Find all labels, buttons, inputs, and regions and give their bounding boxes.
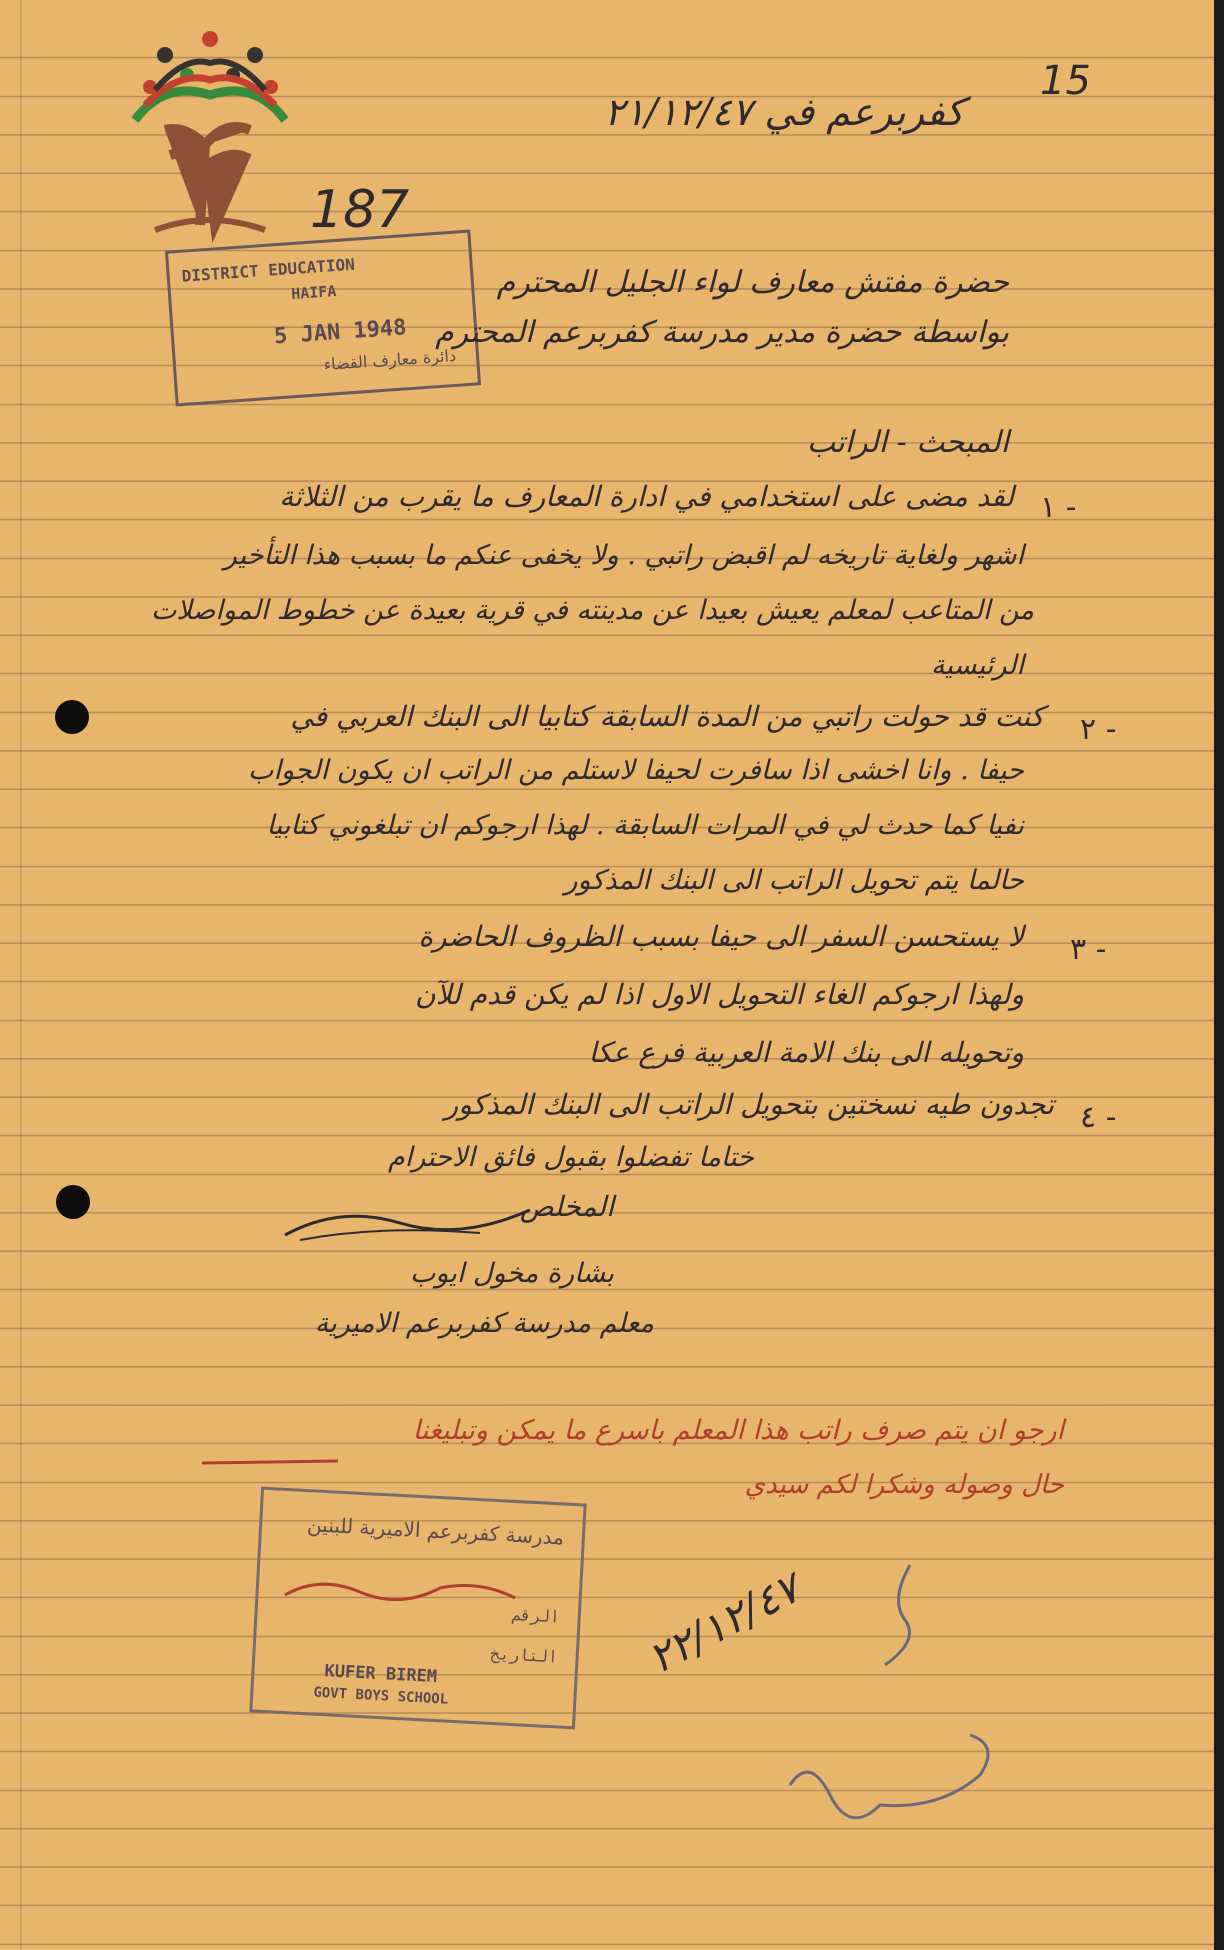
paragraph-3-line-3: وتحويله الى بنك الامة العربية فرع عكا (588, 1036, 1024, 1069)
paragraph-3-marker: ٣ - (1070, 932, 1107, 967)
paragraph-1-line-2: اشهر ولغاية تاريخه لم اقبض راتبي . ولا يخفى عنكم ما بسبب هذا التأخير (223, 540, 1024, 571)
signature-scribble (280, 1195, 540, 1245)
stamp-date: 5 JAN 1948 (273, 315, 408, 350)
paragraph-2-marker: ٢ - (1080, 712, 1117, 747)
subject-line: المبحث - الراتب (806, 425, 1009, 460)
paragraph-3-line-2: ولهذا ارجوكم الغاء التحويل الاول اذا لم يكن قدم للآن (415, 978, 1024, 1011)
paragraph-2-line-1: كنت قد حولت راتبي من المدة السابقة كتابيا الى البنك العربي في (290, 700, 1044, 733)
signature-title: معلم مدرسة كفربرعم الاميرية (314, 1308, 654, 1339)
stamp-arabic: دائرة معارف القضاء (323, 345, 457, 375)
page-edge (1214, 0, 1224, 1950)
red-underline (200, 1455, 340, 1467)
school-stamp-arabic-2: الرقم (511, 1604, 561, 1627)
red-note-line-1: ارجو ان يتم صرف راتب هذا المعلم باسرع ما يمكن وتبليغنا (412, 1415, 1064, 1446)
number-mark: 187 (310, 180, 410, 240)
paragraph-4-line-2: ختاما تفضلوا بقبول فائق الاحترام (388, 1142, 754, 1173)
paragraph-3-line-1: لا يستحسن السفر الى حيفا بسبب الظروف الحاضرة (418, 920, 1024, 953)
addressee-line-2: بواسطة حضرة مدير مدرسة كفربرعم المحترم (435, 315, 1009, 350)
tree-logo-watermark (125, 25, 295, 250)
paragraph-2-line-3: نفيا كما حدث لي في المرات السابقة . لهذا ارجوكم ان تبلغوني كتابيا (266, 810, 1024, 841)
paragraph-1-line-3: من المتاعب لمعلم يعيش بعيدا عن مدينته في قرية بعيدة عن خطوط المواصلات (150, 595, 1034, 626)
paragraph-2-line-2: حيفا . وانا اخشى اذا سافرت لحيفا لاستلم من الراتب ان يكون الجواب (248, 755, 1024, 786)
bottom-date: ٢٢/١٢/٤٧ (640, 1563, 808, 1684)
paragraph-4-line-1: تجدون طيه نسختين بتحويل الراتب الى البنك المذكور (444, 1088, 1054, 1121)
signature-closing: المخلص (519, 1190, 614, 1223)
signature-name: بشارة مخول ايوب (409, 1258, 614, 1289)
school-stamp-arabic-1: مدرسة كفربرعم الاميرية للبنين (306, 1512, 565, 1550)
school-stamp-latin-1: KUFER BIREM (324, 1661, 438, 1688)
addressee-line-1: حضرة مفتش معارف لواء الجليل المحترم (496, 265, 1009, 300)
punch-hole-top (55, 700, 89, 734)
paragraph-1-line-4: الرئيسية (931, 650, 1024, 681)
stamp-line2: HAIFA (290, 282, 337, 304)
margin-rule (20, 0, 22, 1950)
school-stamp-latin-2: GOVT BOYS SCHOOL (313, 1684, 449, 1708)
school-stamp-arabic-3: التاريخ (489, 1643, 559, 1667)
paragraph-1-marker: ١ - (1040, 490, 1077, 525)
district-education-stamp (165, 230, 481, 407)
date-line: كفربرعم في ٢١/١٢/٤٧ (604, 90, 964, 134)
red-note-line-2: حال وصوله وشكرا لكم سيدي (744, 1470, 1064, 1500)
stamp-line1: DISTRICT EDUCATION (181, 254, 356, 286)
paragraph-2-line-4: حالما يتم تحويل الراتب الى البنك المذكور (564, 865, 1024, 896)
page-number: 15 (1040, 58, 1091, 104)
paragraph-4-marker: ٤ - (1080, 1100, 1117, 1135)
bottom-initial-scribble (870, 1560, 930, 1670)
red-signature-scribble (280, 1570, 520, 1610)
punch-hole-bottom (56, 1185, 90, 1219)
paragraph-1-line-1: لقد مضى على استخدامي في ادارة المعارف ما يقرب من الثلاثة (279, 480, 1014, 513)
bottom-signature-scribble (780, 1715, 1010, 1835)
